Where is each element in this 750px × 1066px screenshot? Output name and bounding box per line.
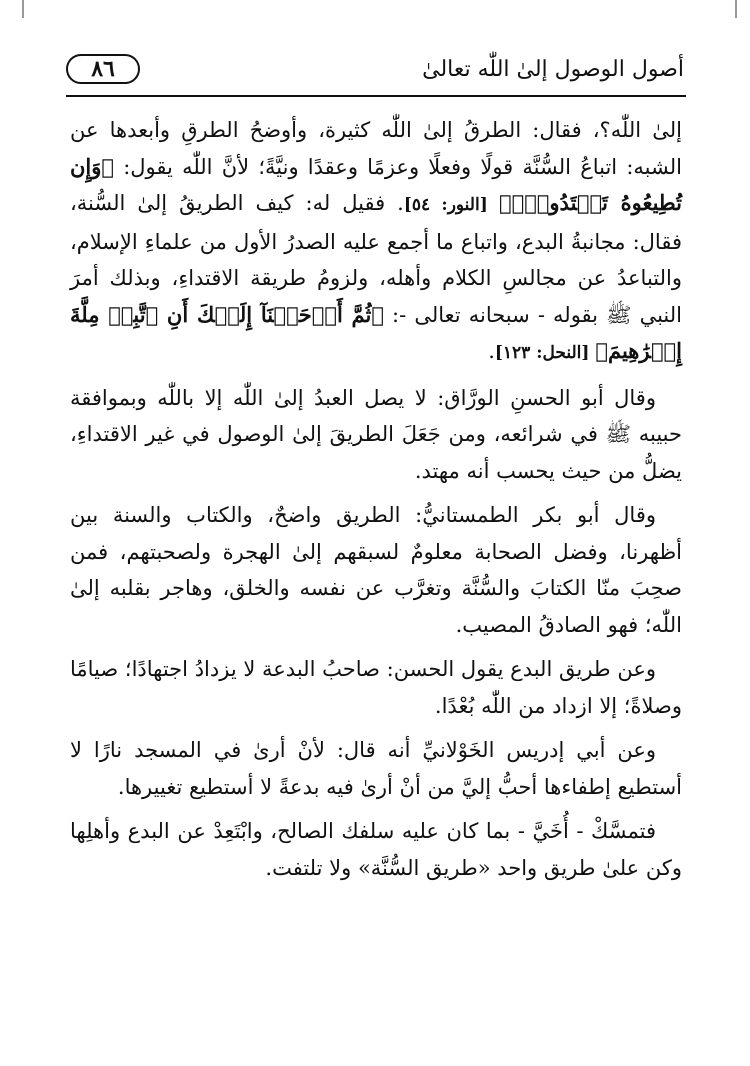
crop-mark-left xyxy=(22,0,24,18)
quran-verse: ﴿ثُمَّ أَوۡحَيۡنَآ إِلَيۡكَ أَنِ ٱتَّبِعۡ مِلَّةَ إِبۡرَٰهِيمَ﴾ xyxy=(70,301,682,363)
paragraph xyxy=(70,813,682,886)
text-run: . xyxy=(488,339,495,363)
paragraph xyxy=(70,651,682,724)
quran-verse: ﴿وَإِن تُطِيعُوهُ تَهۡتَدُواْۚ﴾ xyxy=(70,153,682,215)
body-text xyxy=(70,112,682,894)
text-run: وعن طريق البدع يقول الحسن: صاحبُ البدعة لا يزدادُ اجتهادًا؛ صيامًا وصلاةً؛ إلا ازداد من اللّٰه بُعْدًا. xyxy=(70,657,682,718)
header-rule xyxy=(66,95,686,97)
running-header xyxy=(66,52,684,92)
header-title: أصول الوصول إلىٰ اللّٰه تعالىٰ xyxy=(422,57,684,82)
text-run: وقال أبو بكر الطمستانيُّ: الطريق واضحٌ، والكتاب والسنة بين أظهرنا، وفضل الصحابة معلومٌ لسبقهم إلىٰ الهجرة ولصحبتهم، فمن صحِبَ منّا الكتابَ والسُّنَّة وتغرَّب عن نفسه والخلق، وهاجر بقلبه إلىٰ اللّٰه؛ فهو الصادقُ المصيب. xyxy=(70,503,682,637)
text-run: فتمسَّكْ - أُخَيَّ - بما كان عليه سلفك الصالح، وابْتَعِدْ عن البدع وأهلِها وكن علىٰ طريق واحد «طريق السُّنَّة» ولا تلتفت. xyxy=(70,819,682,880)
text-run: وقال أبو الحسنِ الورَّاق: لا يصل العبدُ إلىٰ اللّٰه إلا باللّٰه وبموافقة حبيبه ﷺ في شرائعه، ومن جَعَلَ الطريقَ إلىٰ الوصول في غير الاقتداءِ، يضلُّ من حيث يحسب أنه مهتد. xyxy=(70,385,682,483)
text-run: إلىٰ اللّٰه؟، فقال: الطرقُ إلىٰ اللّٰه كثيرة، وأوضحُ الطرقِ وأبعدها عن الشبه: اتباعُ السُّنَّة قولًا وفعلًا وعزمًا وعقدًا ونيَّةً؛ لأنَّ اللّٰه يقول: xyxy=(70,118,682,179)
text-run: وعن أبي إدريس الخَوْلانيِّ أنه قال: لأنْ أرىٰ في المسجد نارًا لا أستطيع إطفاءها أحبُّ إليَّ من أنْ أرىٰ فيه بدعةً لا أستطيع تغييرها. xyxy=(70,738,682,799)
verse-reference: [النحل: ١٢٣] xyxy=(494,343,596,363)
paragraph xyxy=(70,380,682,490)
verse-reference: [النور: ٥٤] xyxy=(403,195,499,215)
page-number: ٨٦ xyxy=(66,54,140,84)
paragraph xyxy=(70,112,682,372)
crop-mark-right xyxy=(735,0,737,18)
paragraph xyxy=(70,497,682,643)
text-run: . فقيل له: كيف الطريقُ إلىٰ السُّنة، فقال: مجانبةُ البدع، واتباع ما أجمع عليه الصدرُ الأول من علماءِ الإسلام، والتباعدُ عن مجالسِ الكلام وأهله، ولزومُ طريقة الاقتداءِ، وبذلك أمرَ النبي ﷺ بقوله - سبحانه تعالى -: xyxy=(70,191,682,327)
paragraph xyxy=(70,732,682,805)
